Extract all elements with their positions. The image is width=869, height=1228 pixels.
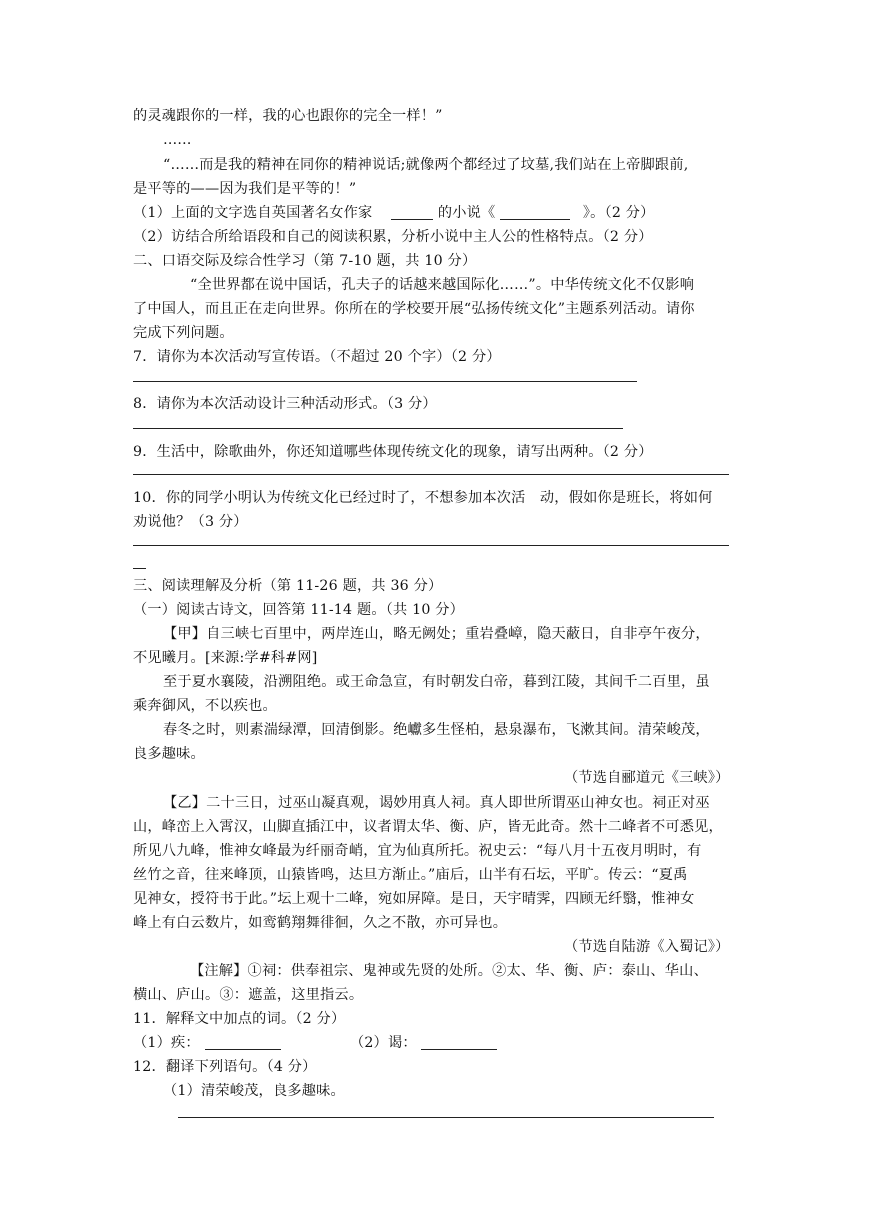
text-line: 完成下列问题。: [133, 325, 234, 341]
question-12: 12．翻译下列语句。（4 分）: [133, 1059, 317, 1075]
text-line: 劝说他？（3 分）: [133, 514, 248, 530]
source-citation: （节选自陆游《入蜀记》）: [564, 939, 730, 955]
part-2-label: （2）谒：: [349, 1035, 417, 1051]
section-heading: 二、口语交际及综合性学习（第 7-10 题，共 10 分）: [133, 253, 477, 269]
question-2: （2）访结合所给语段和自己的阅读积累，分析小说中主人公的性格特点。（2 分）: [133, 229, 653, 245]
section-heading: 三、阅读理解及分析（第 11-26 题，共 36 分）: [133, 578, 443, 594]
answer-line[interactable]: [133, 474, 729, 475]
question-11-parts: [133, 1034, 497, 1052]
annotation: 横山、庐山。③：遮盖，这里指云。: [133, 987, 364, 1003]
text-line: 是平等的——因为我们是平等的！”: [133, 181, 357, 197]
text-line: “全世界都在说中国话，孔夫子的话越来越国际化……”。中华传统文化不仅影响: [190, 277, 695, 293]
question-11: 11．解释文中加点的词。（2 分）: [133, 1011, 346, 1027]
part-1-label: （1）疾：: [133, 1035, 200, 1051]
text-line: 至于夏水襄陵，沿溯阻绝。或王命急宣，有时朝发白帝，暮到江陵，其间千二百里，虽: [163, 674, 710, 690]
text-line: 乘奔御风，不以疾也。: [133, 698, 277, 714]
text-line: “……而是我的精神在同你的精神说话;就像两个都经过了坟墓,我们站在上帝脚跟前,: [163, 157, 689, 173]
answer-line[interactable]: [133, 545, 729, 546]
part-2-blank[interactable]: [421, 1035, 497, 1050]
text-line: 春冬之时，则素湍绿潭，回清倒影。绝巘多生怪柏，悬泉瀑布，飞漱其间。清荣峻茂，: [163, 722, 710, 738]
annotation: 【注解】①祠：供奉祖宗、鬼神或先贤的处所。②太、华、衡、庐：泰山、华山、: [190, 963, 708, 979]
text-line: 不见曦月。[来源:学#科#网]: [133, 650, 318, 666]
text-line: 良多趣味。: [133, 746, 205, 762]
question-1: [133, 204, 655, 222]
question-7: 7．请你为本次活动写宣传语。（不超过 20 个字）（2 分）: [133, 349, 501, 365]
part-1-blank[interactable]: [205, 1035, 281, 1050]
text-line: 见神女，授符书于此。”坛上观十二峰，宛如屏障。是日，天宇晴霁，四顾无纤翳，惟神女: [133, 891, 695, 907]
text-line: 了中国人，而且正在走向世界。你所在的学校要开展“弘扬传统文化”主题系列活动。请你: [133, 301, 695, 317]
text-line: 所见八九峰，惟神女峰最为纤丽奇峭，宜为仙真所托。祝史云：“每八月十五夜月明时，有: [133, 843, 702, 859]
source-citation: （节选自郦道元《三峡》）: [564, 770, 730, 786]
answer-line[interactable]: [178, 1117, 714, 1118]
question-10: 10．你的同学小明认为传统文化已经过时了，不想参加本次活 动，假如你是班长，将如何: [133, 490, 713, 506]
text-line: 【甲】自三峡七百里中，两岸连山，略无阙处；重岩叠嶂，隐天蔽日，自非亭午夜分，: [163, 626, 710, 642]
answer-line-stub: [133, 568, 146, 569]
text-line: 山，峰峦上入霄汉，山脚直插江中，议者谓太华、衡、庐，皆无此奇。然十二峰者不可悉见，: [133, 819, 723, 835]
question-1-text-2: 的小说《: [437, 205, 496, 221]
question-1-text-3: 》。（2 分）: [582, 205, 655, 221]
answer-line[interactable]: [133, 381, 637, 382]
text-line: 丝竹之音，往来峰顶，山猿皆鸣，达旦方渐止。”庙后，山半有石坛，平旷。传云：“夏禹: [133, 867, 688, 883]
question-9: 9．生活中，除歌曲外，你还知道哪些体现传统文化的现象，请写出两种。（2 分）: [133, 444, 653, 460]
novel-blank[interactable]: [500, 205, 570, 220]
text-line: 【乙】二十三日，过巫山凝真观，谒妙用真人祠。真人即世所谓巫山神女也。祠正对巫: [163, 795, 710, 811]
subsection-heading: （一）阅读古诗文，回答第 11-14 题。（共 10 分）: [133, 602, 465, 618]
question-8: 8．请你为本次活动设计三种活动形式。（3 分）: [133, 396, 437, 412]
author-blank[interactable]: [391, 205, 433, 220]
text-line: 峰上有白云数片，如鸾鹤翔舞徘徊，久之不散，亦可异也。: [133, 915, 508, 931]
ellipsis-line: ……: [163, 132, 192, 148]
text-line: 的灵魂跟你的一样，我的心也跟你的完全一样！”: [133, 108, 443, 124]
answer-line[interactable]: [133, 428, 623, 429]
question-1-text: （1）上面的文字选自英国著名女作家: [133, 205, 373, 221]
question-12-part-1: （1）清荣峻茂，良多趣味。: [163, 1083, 345, 1099]
